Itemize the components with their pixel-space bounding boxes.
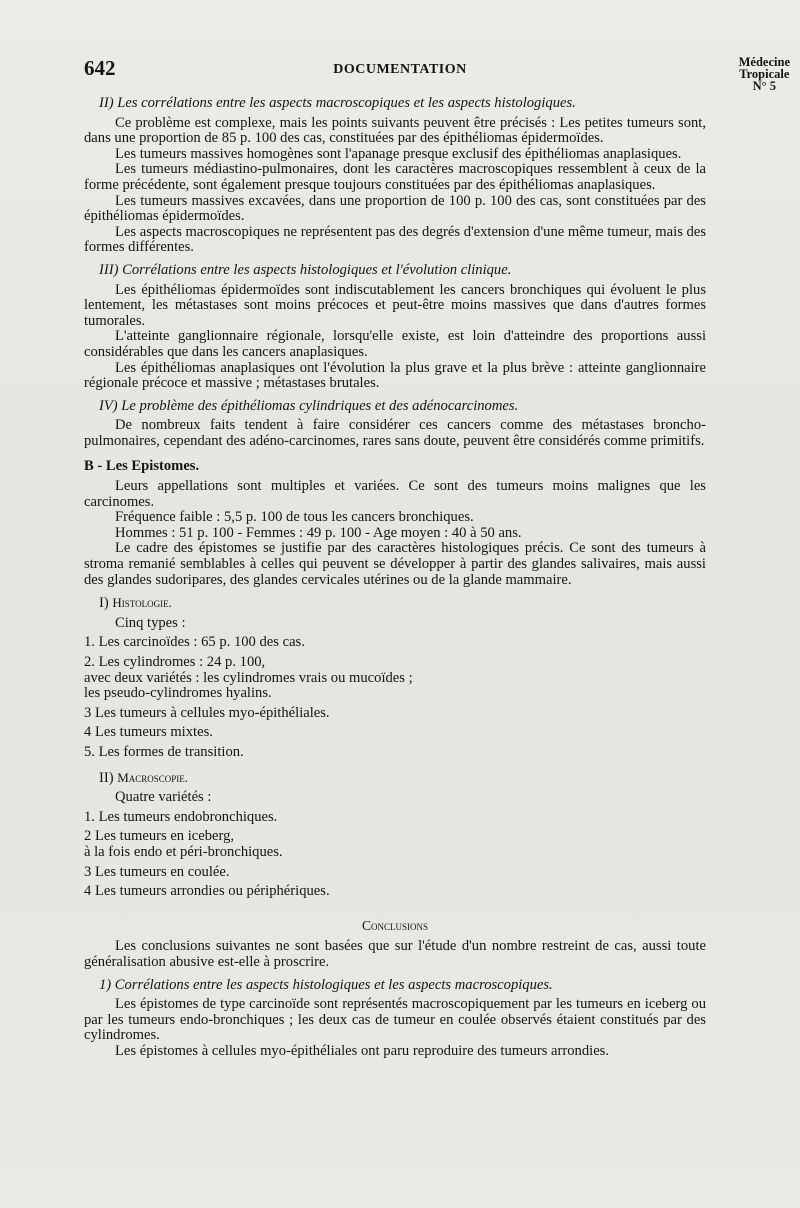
list-item: 3 Les tumeurs à cellules myo-épithéliales.: [84, 704, 330, 721]
journal-name: [739, 56, 790, 92]
journal-line-1: Médecine: [738, 55, 790, 69]
list-item: 2. Les cylindromes : 24 p. 100,: [84, 654, 266, 670]
journal-issue: N° 5: [752, 79, 777, 93]
paragraph: Les tumeurs médiastino-pulmonaires, dont les caractères macroscopiques ressemblent à ceux de la forme précédente, sont également presque toujours constituées par des épithéliomas anaplasiques.: [84, 161, 706, 193]
section-heading: III) Corrélations entre les aspects histologiques et l'évolution clinique.: [99, 261, 512, 278]
paragraph: Les tumeurs massives excavées, dans une proportion de 100 p. 100 des cas, sont constituées par des épithéliomas épidermoïdes.: [84, 192, 706, 225]
section-heading: IV) Le problème des épithéliomas cylindriques et des adénocarcinomes.: [99, 397, 519, 414]
paragraph: Le cadre des épistomes se justifie par des caractères histologiques précis. Ce sont des tumeurs à stroma remanié semblables à celles qui peuvent se développer à partir des glandes salivaires, mais aussi des glandes sudoripares, des glandes cervicales utérines ou de la glande mammaire.: [84, 540, 706, 588]
paragraph: Les épistomes de type carcinoïde sont représentés macroscopiquement par les tumeurs en iceberg ou par les tumeurs endo-bronchiques ; les deux cas de tumeur en coulée observés étaient constitués par des cylindromes.: [84, 996, 706, 1044]
journal-line-2: Tropicale: [739, 67, 790, 81]
paragraph: Hommes : 51 p. 100 - Femmes : 49 p. 100 - Age moyen : 40 à 50 ans.: [115, 524, 522, 541]
list-item-detail: à la fois endo et péri-bronchiques.: [84, 843, 283, 860]
paragraph: Leurs appellations sont multiples et variées. Ce sont des tumeurs moins malignes que les carcinomes.: [84, 478, 706, 510]
histology-list: [84, 635, 706, 760]
macroscopy-list: [84, 810, 706, 900]
section-heading: 1) Corrélations entre les aspects histologiques et les aspects macroscopiques.: [99, 976, 553, 993]
subsection-heading: II) Macroscopie.: [99, 769, 189, 786]
paragraph: Les conclusions suivantes ne sont basées que sur l'étude d'un nombre restreint de cas, aussi toute généralisation abusive est-elle à proscrire.: [84, 938, 706, 970]
section-heading: II) Les corrélations entre les aspects macroscopiques et les aspects histologiques.: [99, 95, 576, 111]
conclusions-heading: Conclusions: [361, 917, 428, 933]
paragraph: Les tumeurs massives homogènes sont l'apanage presque exclusif des épithéliomas anaplasiques.: [115, 145, 682, 162]
document-body: [84, 96, 706, 1059]
paragraph: Fréquence faible : 5,5 p. 100 de tous les cancers bronchiques.: [115, 509, 474, 526]
paragraph: Les épithéliomas anaplasiques ont l'évolution la plus grave et la plus brève : atteinte ganglionnaire régionale précoce et massive ; métastases brutales.: [84, 359, 706, 392]
list-item: 1. Les carcinoïdes : 65 p. 100 des cas.: [84, 634, 305, 651]
section-heading-b: B - Les Epistomes.: [84, 458, 200, 475]
list-item: 5. Les formes de transition.: [84, 743, 244, 760]
paragraph: Les épithéliomas épidermoïdes sont indiscutablement les cancers bronchiques qui évoluent le plus lentement, les métastases sont moins précoces et peut-être moins massives que dans d'autres formes tumorales.: [84, 281, 706, 329]
list-item: 4 Les tumeurs mixtes.: [84, 724, 213, 741]
paragraph: Les épistomes à cellules myo-épithéliales ont paru reproduire des tumeurs arrondies.: [115, 1042, 610, 1059]
list-item-detail: les pseudo-cylindromes hyalins.: [84, 685, 272, 702]
page-header: [0, 56, 800, 96]
page-number: 642: [84, 56, 116, 80]
list-item: 1. Les tumeurs endobronchiques.: [84, 808, 278, 825]
paragraph: De nombreux faits tendent à faire considérer ces cancers comme des métastases broncho-pulmonaires, cependant des adéno-carcinomes, rares sans doute, peuvent être considérés comme primitifs.: [84, 417, 706, 449]
subsection-heading: I) Histologie.: [99, 595, 172, 612]
list-item-detail: avec deux variétés : les cylindromes vrais ou mucoïdes ;: [84, 669, 413, 686]
list-item: 3 Les tumeurs en coulée.: [84, 863, 230, 880]
list-item: 2 Les tumeurs en iceberg,: [84, 828, 235, 845]
paragraph: L'atteinte ganglionnaire régionale, lorsqu'elle existe, est loin d'atteindre des proportions aussi considérables que dans les cancers anaplasiques.: [84, 328, 706, 360]
list-item: 4 Les tumeurs arrondies ou périphériques.: [84, 883, 330, 900]
paragraph: Cinq types :: [115, 614, 186, 631]
running-title: DOCUMENTATION: [333, 62, 467, 77]
paragraph: Ce problème est complexe, mais les points suivants peuvent être précisés : Les petites tumeurs sont, dans une proportion de 85 p. 100 des cas, constituées par des épithéliomas épidermoïdes.: [84, 114, 706, 147]
paragraph: Les aspects macroscopiques ne représentent pas des degrés d'extension d'une même tumeur, mais des formes différentes.: [84, 223, 706, 256]
paragraph: Quatre variétés :: [115, 789, 212, 806]
